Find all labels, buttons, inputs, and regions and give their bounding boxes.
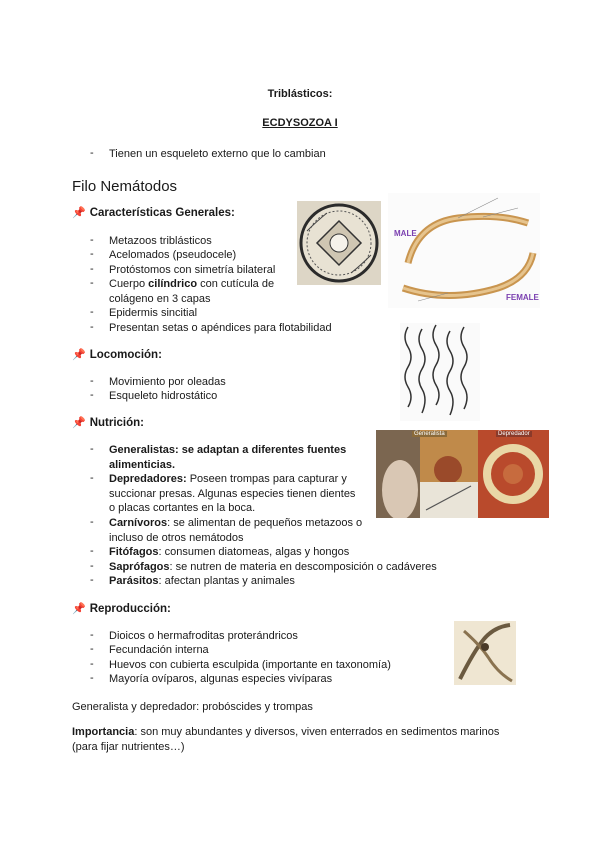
depredador-label: Depredador <box>498 431 530 437</box>
intro-item: Tienen un esqueleto externo que lo cambian <box>109 148 326 160</box>
feeding-types-image <box>376 430 549 518</box>
list-item: Fitófagos: consumen diatomeas, algas y hongos <box>109 546 350 558</box>
pushpin-icon: 📌 <box>72 603 86 615</box>
list-item: Mayoría ovíparos, algunas especies vivíparas <box>109 673 333 685</box>
reproduccion-heading: 📌 Reproducción: <box>72 602 171 615</box>
pushpin-icon: 📌 <box>72 207 86 219</box>
list-item: Presentan setas o apéndices para flotabilidad <box>109 322 332 334</box>
page-title: Triblásticos: <box>267 88 333 100</box>
male-female-anatomy-image <box>388 193 540 308</box>
nutricion-heading: 📌 Nutrición: <box>72 416 145 429</box>
list-item: Esqueleto hidrostático <box>109 390 218 402</box>
list-item: Parásitos: afectan plantas y animales <box>109 575 295 587</box>
list-item: Depredadores: Poseen trompas para capturar y succionar presas. Algunas especies tienen dientes o placas cortantes en la boca. <box>109 473 356 514</box>
wave-motion-image <box>400 323 480 421</box>
female-label: FEMALE <box>506 293 539 302</box>
list-item: Epidermis sincitial <box>109 307 198 319</box>
list-item: Metazoos triblásticos <box>109 235 212 247</box>
pushpin-icon: 📌 <box>72 349 86 361</box>
list-item: Dioicos o hermafroditas proterándricos <box>109 630 298 642</box>
locomocion-heading: 📌 Locomoción: <box>72 348 162 361</box>
generalista-label: Generalista <box>414 431 445 437</box>
reproduction-image <box>454 621 516 685</box>
list-item: Carnívoros: se alimentan de pequeños metazoos o incluso de otros nemátodos <box>109 517 363 544</box>
caracteristicas-heading: 📌 Características Generales: <box>72 206 235 219</box>
generalista-paragraph: Generalista y depredador: probóscides y trompas <box>72 701 313 713</box>
importancia-paragraph: Importancia: son muy abundantes y diversos, viven enterrados en sedimentos marinos (para fijar nutrientes…) <box>72 726 500 753</box>
pushpin-icon: 📌 <box>72 417 86 429</box>
list-item: Saprófagos: se nutren de materia en descomposición o cadáveres <box>109 561 437 573</box>
phylum-heading: Filo Nemátodos <box>72 178 178 195</box>
list-item: Huevos con cubierta esculpida (importante en taxonomía) <box>109 659 391 671</box>
list-item: Generalistas: se adaptan a diferentes fuentes alimenticias. <box>109 444 347 471</box>
cross-section-image <box>297 201 381 285</box>
list-item: Protóstomos con simetría bilateral <box>109 264 276 276</box>
male-label: MALE <box>394 229 417 238</box>
list-item: Fecundación interna <box>109 644 209 656</box>
list-item: Acelomados (pseudocele) <box>109 249 237 261</box>
list-item: Cuerpo cilíndrico con cutícula de colágeno en 3 capas <box>109 278 275 305</box>
list-item: Movimiento por oleadas <box>109 376 226 388</box>
section-title: ECDYSOZOA I <box>262 117 338 129</box>
